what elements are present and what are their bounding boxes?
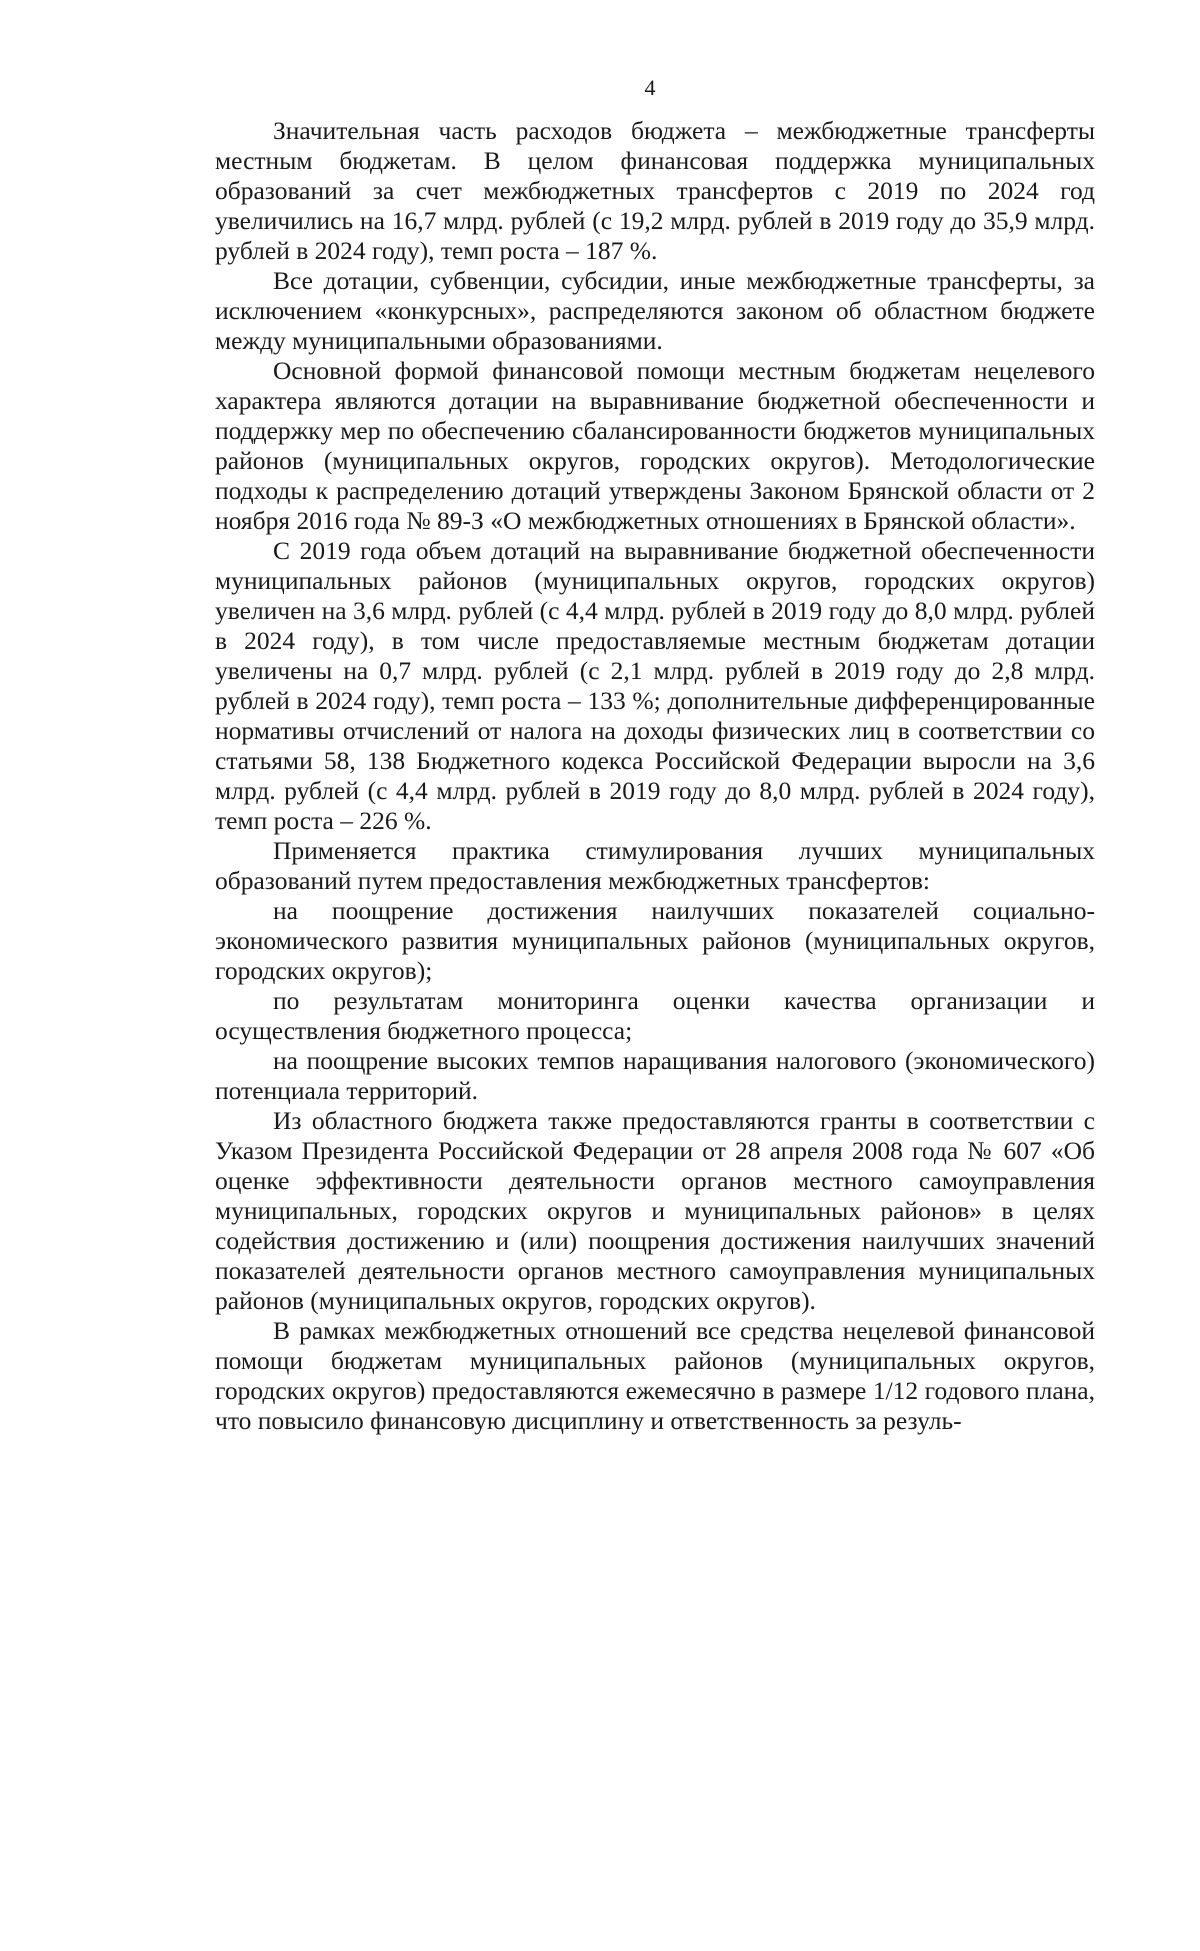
paragraph-monthly-allocation: В рамках межбюджетных отношений все средства нецелевой финансовой помощи бюджетам муниципальных районов (муниципальных округов, городских округов) предоставляются ежемесячно в размере 1/12 годового плана, что повысило финансовую дисциплину и ответственность за резуль- [215,1316,1095,1435]
list-item-socio-economic: на поощрение достижения наилучших показателей социально-экономического развития муниципальных районов (муниципальных округов, городских округов); [215,896,1095,985]
paragraph-transfers-overview: Значительная часть расходов бюджета – межбюджетные трансферты местным бюджетам. В целом финансовая поддержка муниципальных образований за счет межбюджетных трансфертов с 2019 по 2024 год увеличились на 16,7 млрд. рублей (с 19,2 млрд. рублей в 2019 году до 35,9 млрд. рублей в 2024 году), темп роста – 187 %. [215,116,1095,265]
paragraph-grant-volume-growth: С 2019 года объем дотаций на выравнивание бюджетной обеспеченности муниципальных районов (муниципальных округов, городских округов) увеличен на 3,6 млрд. рублей (с 4,4 млрд. рублей в 2019 году до 8,0 млрд. рублей в 2024 году), в том числе предоставляемые местным бюджетам дотации увеличены на 0,7 млрд. рублей (с 2,1 млрд. рублей в 2019 году до 2,8 млрд. рублей в 2024 году), темп роста – 133 %; дополнительные дифференцированные нормативы отчислений от налога на доходы физических лиц в соответствии со статьями 58, 138 Бюджетного кодекса Российской Федерации выросли на 3,6 млрд. рублей (с 4,4 млрд. рублей в 2019 году до 8,0 млрд. рублей в 2024 году), темп роста – 226 %. [215,536,1095,835]
list-item-budget-monitoring: по результатам мониторинга оценки качества организации и осуществления бюджетного процесса; [215,986,1095,1045]
paragraph-distribution-by-law: Все дотации, субвенции, субсидии, иные межбюджетные трансферты, за исключением «конкурсных», распределяются законом об областном бюджете между муниципальными образованиями. [215,266,1095,355]
paragraph-incentive-practice: Применяется практика стимулирования лучших муниципальных образований путем предоставления межбюджетных трансфертов: [215,836,1095,895]
paragraph-equalization-grants: Основной формой финансовой помощи местным бюджетам нецелевого характера являются дотации на выравнивание бюджетной обеспеченности и поддержку мер по обеспечению сбалансированности бюджетов муниципальных районов (муниципальных округов, городских округов). Методологические подходы к распределению дотаций утверждены Законом Брянской области от 2 ноября 2016 года № 89-З «О межбюджетных отношениях в Брянской области». [215,356,1095,535]
page-number: 4 [644,75,656,100]
document-body [215,116,1095,1436]
list-item-tax-potential: на поощрение высоких темпов наращивания налогового (экономического) потенциала территорий. [215,1046,1095,1105]
paragraph-presidential-decree-grants: Из областного бюджета также предоставляются гранты в соответствии с Указом Президента Российской Федерации от 28 апреля 2008 года № 607 «Об оценке эффективности деятельности органов местного самоуправления муниципальных, городских округов и муниципальных районов» в целях содействия достижению и (или) поощрения достижения наилучших значений показателей деятельности органов местного самоуправления муниципальных районов (муниципальных округов, городских округов). [215,1106,1095,1315]
